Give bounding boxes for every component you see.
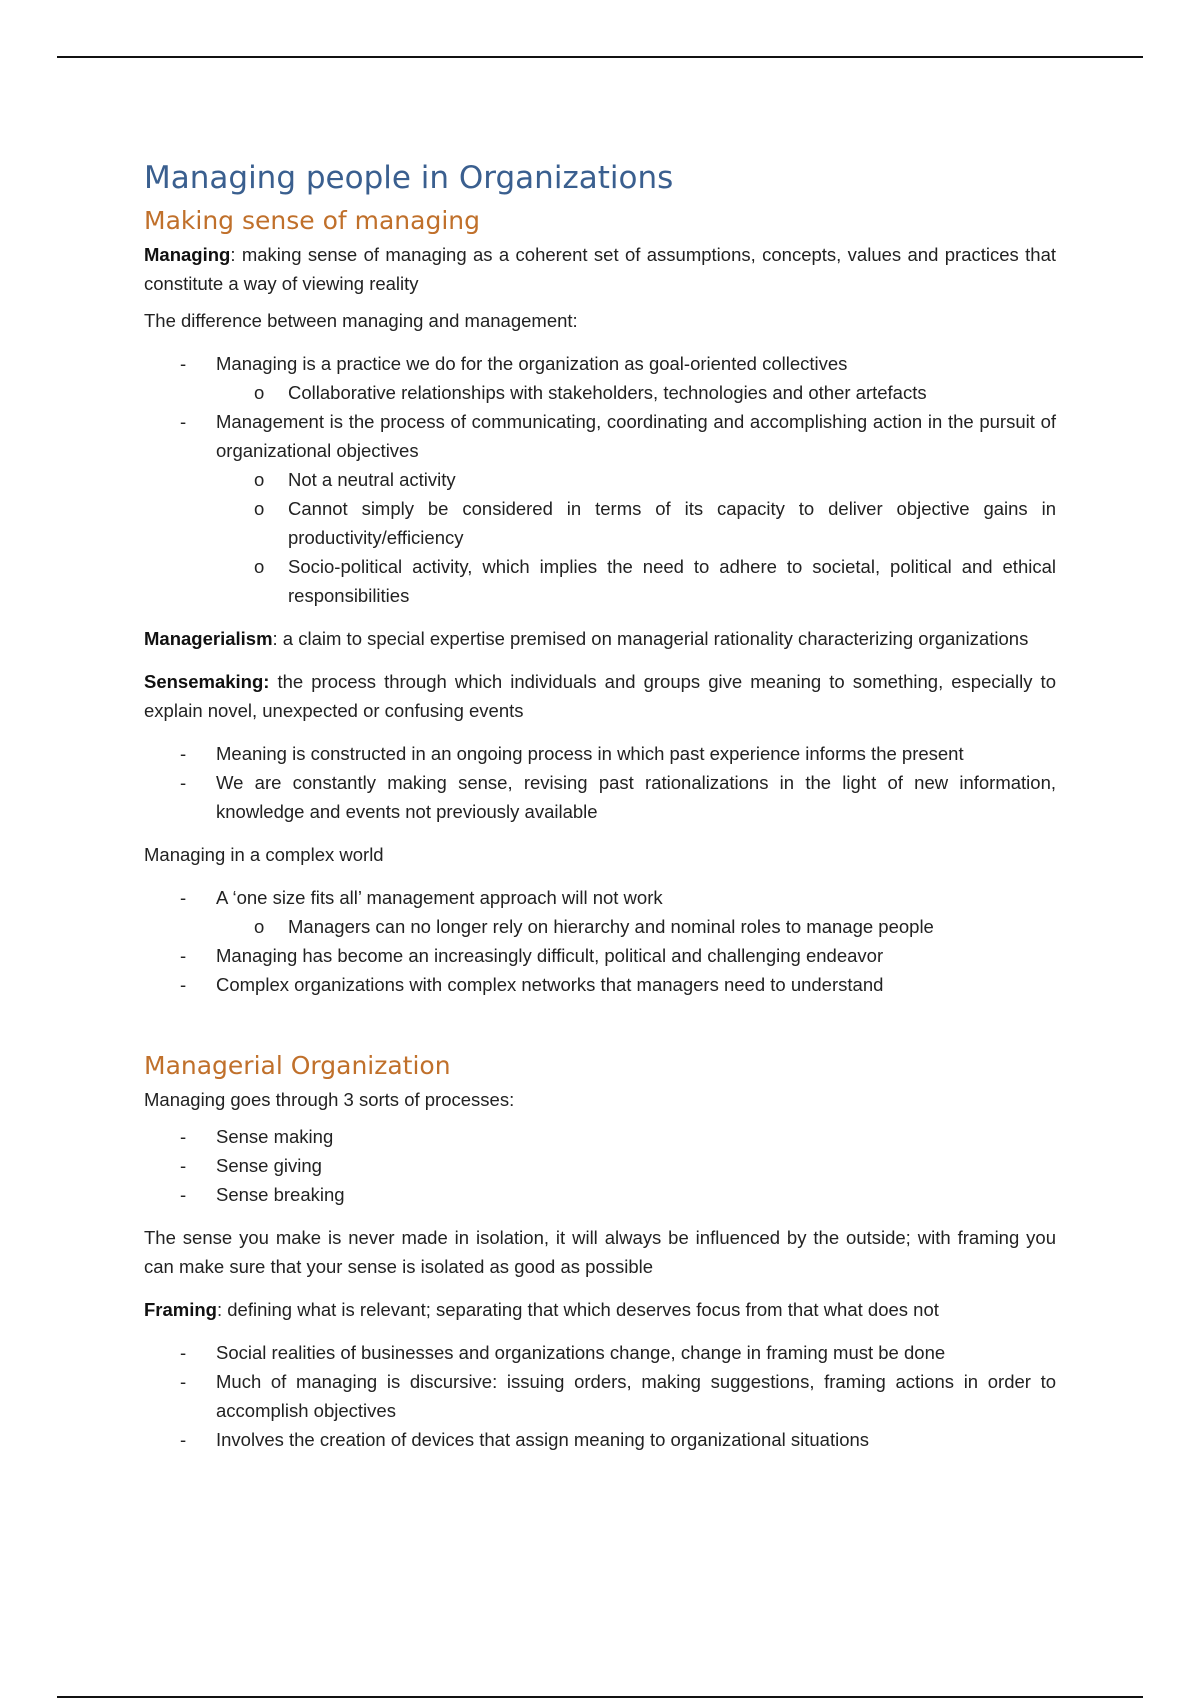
list-item: - Meaning is constructed in an ongoing process in which past experience informs the present <box>144 739 1056 768</box>
managerialism-def-text: : a claim to special expertise premised on managerial rationality characterizing organizations <box>272 628 1029 649</box>
managing-term: Managing <box>144 244 231 265</box>
framing-definition <box>144 1295 1056 1324</box>
section-heading-managerial-organization: Managerial Organization <box>144 1051 451 1080</box>
framing-term: Framing <box>144 1299 217 1320</box>
sensemaking-def-text: the process through which individuals and groups give meaning to something, especially to explain novel, unexpected or confusing events <box>144 671 1056 721</box>
managing-def-text: : making sense of managing as a coherent set of assumptions, concepts, values and practices that constitute a way of viewing reality <box>144 244 1056 294</box>
complex-world-list <box>144 883 1056 999</box>
process-list <box>144 1122 1056 1209</box>
sub-list <box>216 912 1056 941</box>
list-item: - Much of managing is discursive: issuing orders, making suggestions, framing actions in order to accomplish objectives <box>144 1367 1056 1425</box>
complex-world-intro: Managing in a complex world <box>144 844 384 865</box>
header-rule <box>57 56 1143 58</box>
list-item: - Complex organizations with complex networks that managers need to understand <box>144 970 1056 999</box>
list-item <box>144 407 1056 610</box>
managerialism-term: Managerialism <box>144 628 273 649</box>
managing-definition <box>144 240 1056 298</box>
list-item: - Involves the creation of devices that assign meaning to organizational situations <box>144 1425 1056 1454</box>
sub-list <box>216 465 1056 610</box>
footer-rule <box>57 1696 1143 1698</box>
list-item-text: A ‘one size fits all’ management approach will not work <box>216 887 663 908</box>
list-item: - Sense making <box>144 1122 1056 1151</box>
list-item-text: Management is the process of communicating, coordinating and accomplishing action in the pursuit of organizational objectives <box>216 411 1056 461</box>
framing-def-text: : defining what is relevant; separating that which deserves focus from that what does not <box>216 1299 939 1320</box>
section-heading-making-sense: Making sense of managing <box>144 206 480 235</box>
list-item <box>144 349 1056 407</box>
sub-list <box>216 378 1056 407</box>
list-item: - Social realities of businesses and organizations change, change in framing must be done <box>144 1338 1056 1367</box>
list-item: - Sense breaking <box>144 1180 1056 1209</box>
sub-list-item: o Managers can no longer rely on hierarchy and nominal roles to manage people <box>144 912 1056 941</box>
list-item: - Sense giving <box>144 1151 1056 1180</box>
difference-intro: The difference between managing and management: <box>144 310 578 331</box>
managerialism-definition <box>144 624 1056 653</box>
sense-isolation-text: The sense you make is never made in isolation, it will always be influenced by the outside; with framing you can make sure that your sense is isolated as good as possible <box>144 1227 1056 1277</box>
difference-list <box>144 349 1056 610</box>
document-page <box>144 158 1056 1468</box>
list-item <box>144 883 1056 941</box>
page-title: Managing people in Organizations <box>144 160 674 196</box>
list-item-text: Managing is a practice we do for the organization as goal-oriented collectives <box>216 353 848 374</box>
sensemaking-definition <box>144 667 1056 725</box>
sub-list-item: o Cannot simply be considered in terms of its capacity to deliver objective gains in productivity/efficiency <box>144 494 1056 552</box>
framing-list <box>144 1338 1056 1454</box>
list-item: - Managing has become an increasingly difficult, political and challenging endeavor <box>144 941 1056 970</box>
sub-list-item: o Not a neutral activity <box>144 465 1056 494</box>
process-intro: Managing goes through 3 sorts of processes: <box>144 1089 515 1110</box>
sub-list-item: o Collaborative relationships with stakeholders, technologies and other artefacts <box>144 378 1056 407</box>
list-item: - We are constantly making sense, revising past rationalizations in the light of new information, knowledge and events not previously available <box>144 768 1056 826</box>
sensemaking-list <box>144 739 1056 826</box>
sub-list-item: o Socio-political activity, which implies the need to adhere to societal, political and ethical responsibilities <box>144 552 1056 610</box>
sensemaking-term: Sensemaking: <box>144 671 270 692</box>
